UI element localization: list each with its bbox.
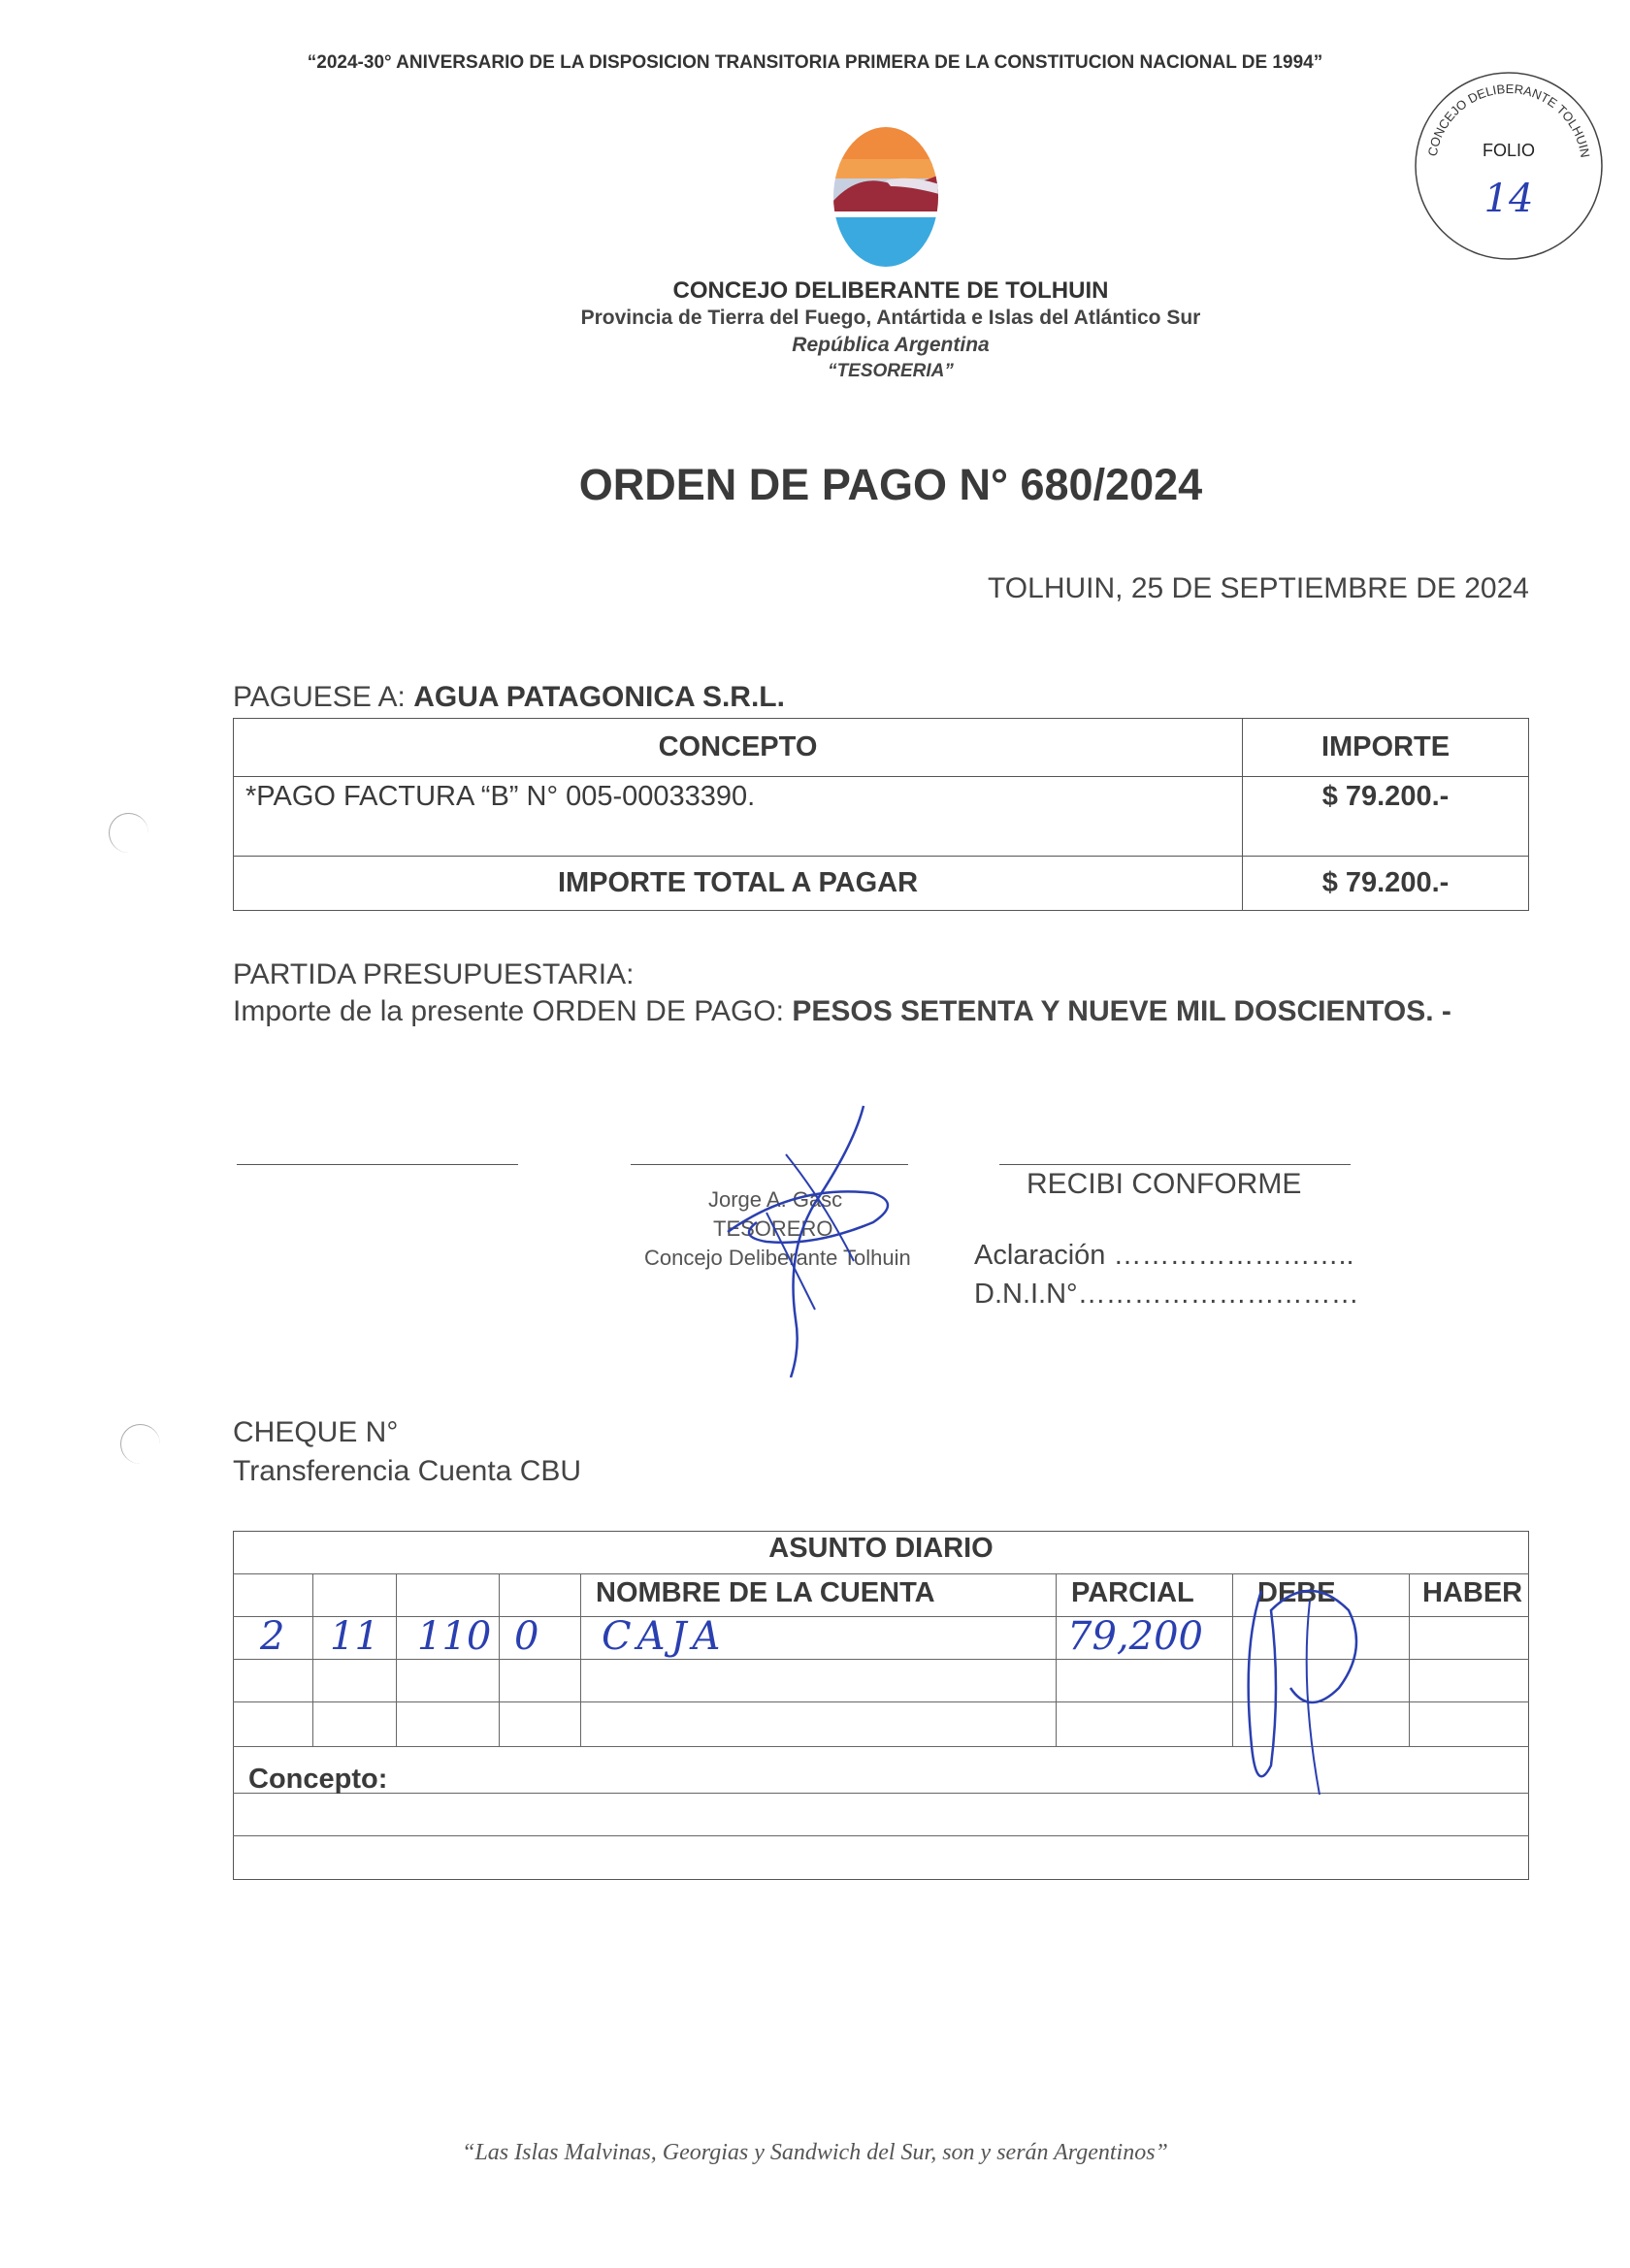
col-haber: HABER bbox=[1422, 1577, 1523, 1608]
amount-prefix: Importe de la presente ORDEN DE PAGO: bbox=[233, 995, 793, 1027]
aclaracion-field: Aclaración …………………….. bbox=[974, 1240, 1354, 1271]
col-concepto: CONCEPTO bbox=[234, 719, 1243, 777]
journal-col-divider bbox=[312, 1573, 313, 1746]
handwritten-code-4: 0 bbox=[514, 1614, 539, 1659]
page-title: ORDEN DE PAGO N° 680/2024 bbox=[578, 460, 1203, 509]
table-row bbox=[234, 777, 1529, 857]
cheque-label: CHEQUE N° bbox=[233, 1416, 399, 1448]
total-row bbox=[234, 857, 1529, 911]
partida-label: PARTIDA PRESUPUESTARIA: bbox=[233, 958, 635, 990]
stamp-org: Concejo Deliberante Tolhuin bbox=[644, 1246, 911, 1270]
footer-motto: “Las Islas Malvinas, Georgias y Sandwich del Sur, son y serán Argentinos” bbox=[462, 2140, 1168, 2165]
folio-label: FOLIO bbox=[1482, 141, 1535, 160]
journal-col-divider bbox=[499, 1573, 500, 1746]
document-date: TOLHUIN, 25 DE SEPTIEMBRE DE 2024 bbox=[988, 572, 1529, 604]
payment-table-header bbox=[234, 719, 1529, 777]
journal-concepto-label: Concepto: bbox=[248, 1764, 388, 1795]
stamp-name: Jorge A. Gasc bbox=[708, 1187, 843, 1212]
payee-label: PAGUESE A: bbox=[233, 681, 414, 713]
org-name: CONCEJO DELIBERANTE DE TOLHUIN bbox=[672, 277, 1109, 304]
payee-line bbox=[233, 681, 785, 714]
col-nombre-cuenta: NOMBRE DE LA CUENTA bbox=[596, 1577, 935, 1608]
org-department: “TESORERIA” bbox=[828, 361, 954, 381]
handwritten-initials bbox=[1232, 1571, 1387, 1804]
journal-col-divider bbox=[1409, 1573, 1410, 1746]
payee-name: AGUA PATAGONICA S.R.L. bbox=[413, 681, 785, 713]
signature-line-1 bbox=[237, 1164, 518, 1165]
total-label: IMPORTE TOTAL A PAGAR bbox=[234, 857, 1243, 911]
total-value: $ 79.200.- bbox=[1243, 857, 1529, 911]
col-debe: DEBE bbox=[1257, 1577, 1336, 1608]
folio-stamp bbox=[1407, 64, 1611, 268]
row-importe: $ 79.200.- bbox=[1243, 777, 1529, 857]
transfer-label: Transferencia Cuenta CBU bbox=[233, 1455, 582, 1487]
handwritten-code-3: 110 bbox=[417, 1614, 492, 1659]
council-logo bbox=[832, 126, 939, 268]
journal-divider bbox=[233, 1835, 1529, 1836]
handwritten-parcial: 79,200 bbox=[1067, 1614, 1203, 1659]
journal-col-divider bbox=[580, 1573, 581, 1746]
stamp-role: TESORERO bbox=[713, 1216, 833, 1241]
journal-col-divider bbox=[396, 1573, 397, 1746]
folio-number: 14 bbox=[1483, 177, 1534, 221]
dni-field: D.N.I.N°………………………… bbox=[974, 1279, 1359, 1310]
handwritten-account: CAJA bbox=[602, 1614, 727, 1659]
budget-section bbox=[233, 956, 1533, 1030]
handwritten-signature bbox=[621, 1086, 931, 1377]
col-parcial: PARCIAL bbox=[1071, 1577, 1194, 1608]
handwritten-code-2: 11 bbox=[330, 1614, 379, 1659]
folio-stamp-text: CONCEJO DELIBERANTE TOLHUIN bbox=[1424, 81, 1593, 159]
handwritten-code-1: 2 bbox=[260, 1614, 285, 1659]
row-concepto: *PAGO FACTURA “B” N° 005-00033390. bbox=[234, 777, 1243, 857]
amount-line bbox=[233, 993, 1533, 1030]
journal-col-divider bbox=[1056, 1573, 1057, 1746]
amount-words: PESOS SETENTA Y NUEVE MIL DOSCIENTOS. - bbox=[792, 995, 1451, 1027]
org-republic: República Argentina bbox=[792, 334, 990, 356]
org-province: Provincia de Tierra del Fuego, Antártida e Islas del Atlántico Sur bbox=[580, 307, 1201, 329]
col-importe: IMPORTE bbox=[1243, 719, 1529, 777]
journal-title: ASUNTO DIARIO bbox=[768, 1533, 994, 1564]
payment-table bbox=[233, 718, 1529, 911]
punch-hole-mark bbox=[120, 1424, 160, 1464]
signature-line-3 bbox=[999, 1164, 1351, 1165]
recibi-conforme: RECIBI CONFORME bbox=[1027, 1168, 1302, 1200]
header-motto: “2024-30° ANIVERSARIO DE LA DISPOSICION TRANSITORIA PRIMERA DE LA CONSTITUCION NACIONAL DE 1994” bbox=[307, 52, 1323, 73]
punch-hole-mark bbox=[109, 813, 148, 853]
